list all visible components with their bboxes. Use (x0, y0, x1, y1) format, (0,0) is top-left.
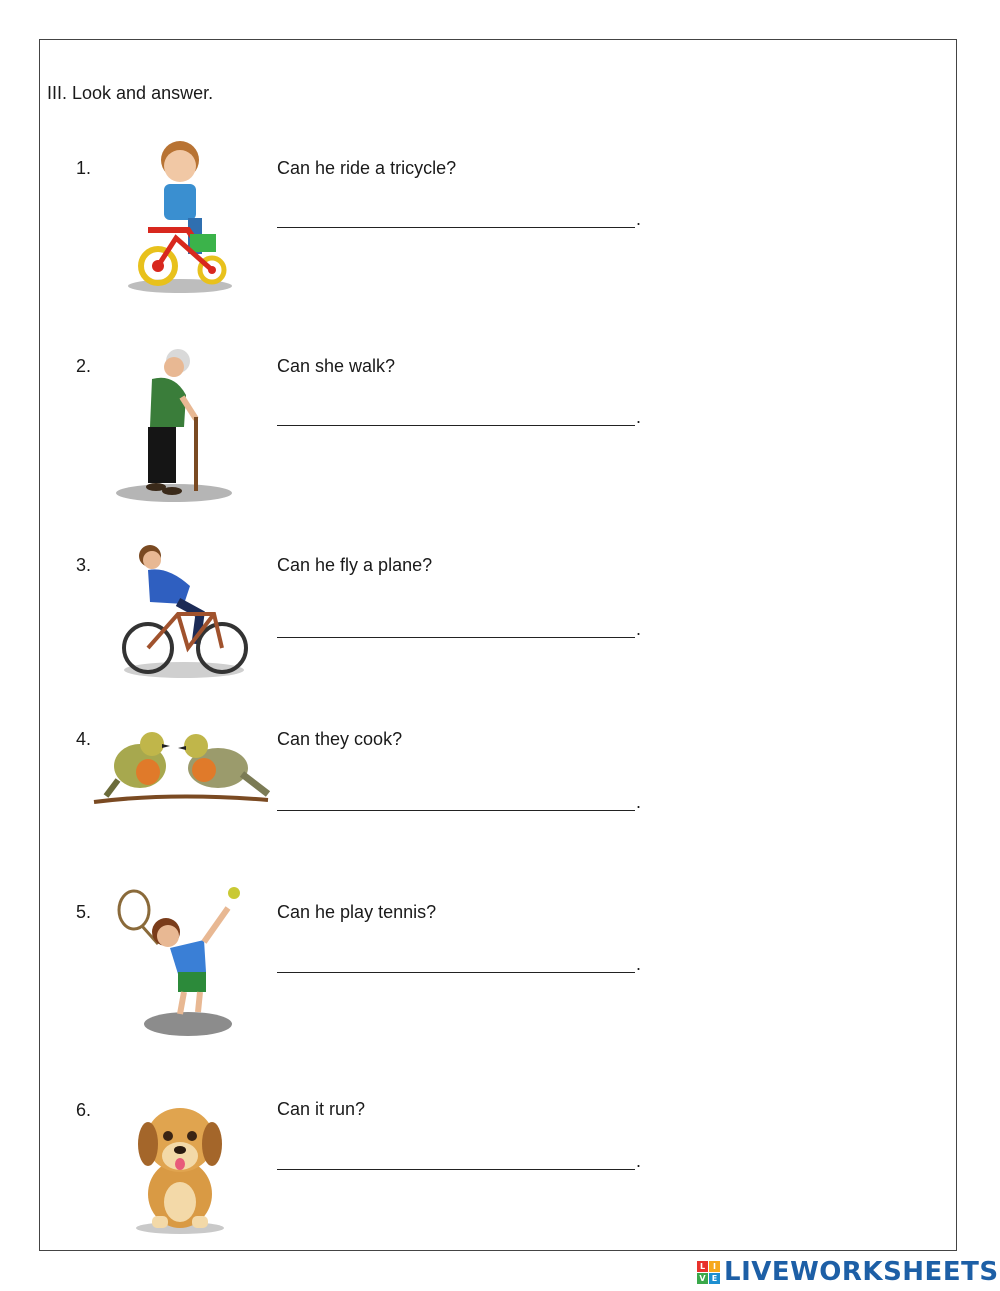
logo-letter: V (697, 1273, 708, 1284)
boy-bicycle-icon (118, 540, 250, 682)
logo-letter: L (697, 1261, 708, 1272)
question-text: Can they cook? (277, 729, 403, 749)
logo-letter: E (709, 1273, 720, 1284)
item-number: 3. (76, 555, 92, 575)
question-text: Can he play tennis? (277, 902, 437, 922)
puppy-icon (130, 1098, 230, 1236)
answer-input[interactable] (277, 209, 635, 228)
liveworksheets-logo (697, 1257, 999, 1287)
answer-input[interactable] (277, 1151, 635, 1170)
question-text: Can he ride a tricycle? (277, 158, 457, 178)
item-number: 6. (76, 1100, 92, 1120)
item-number: 2. (76, 356, 92, 376)
answer-period: . (636, 1151, 642, 1171)
answer-period: . (636, 407, 642, 427)
answer-input[interactable] (277, 954, 635, 973)
logo-letter: I (709, 1261, 720, 1272)
item-number: 1. (76, 158, 92, 178)
answer-input[interactable] (277, 792, 635, 811)
boy-tricycle-icon (118, 138, 238, 296)
old-woman-cane-icon (112, 345, 237, 505)
answer-period: . (636, 792, 642, 812)
answer-period: . (636, 954, 642, 974)
birds-branch-icon (92, 724, 270, 808)
question-text: Can she walk? (277, 356, 396, 376)
item-number: 5. (76, 902, 92, 922)
answer-input[interactable] (277, 619, 635, 638)
logo-text: LIVEWORKSHEETS (724, 1257, 999, 1287)
worksheet-heading: III. Look and answer. (47, 83, 214, 103)
logo-mark-icon (697, 1261, 720, 1284)
question-text: Can he fly a plane? (277, 555, 433, 575)
question-text: Can it run? (277, 1099, 366, 1119)
answer-period: . (636, 209, 642, 229)
item-number: 4. (76, 729, 92, 749)
answer-input[interactable] (277, 407, 635, 426)
boy-tennis-icon (112, 882, 244, 1040)
answer-period: . (636, 619, 642, 639)
